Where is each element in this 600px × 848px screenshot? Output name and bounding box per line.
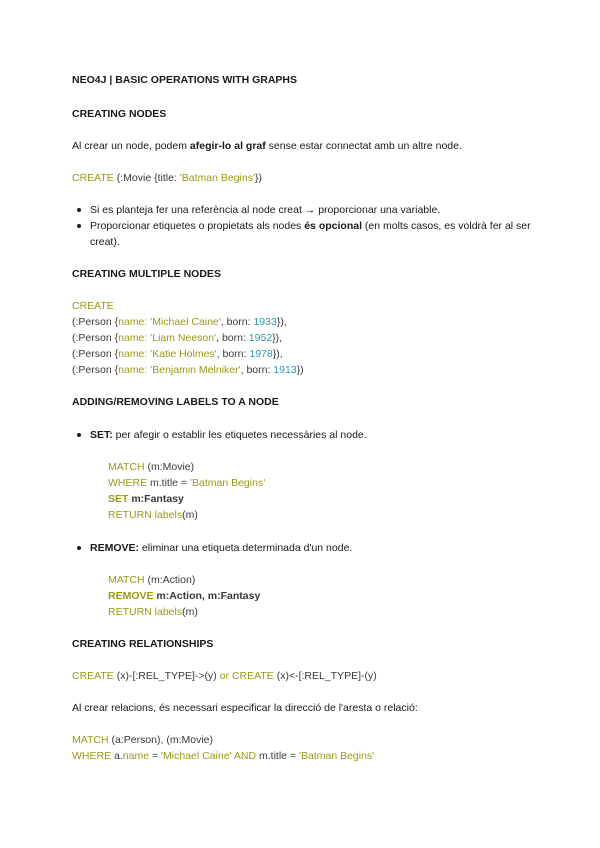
code-set-label xyxy=(72,459,540,523)
code-line: REMOVE m:Action, m:Fantasy xyxy=(108,590,261,602)
code-line: RETURN labels(m) xyxy=(108,606,198,618)
code-match-where xyxy=(72,732,540,764)
code-create-movie: CREATE (:Movie {title: 'Batman Begins'}) xyxy=(72,172,262,184)
code-line: WHERE a.name = 'Michael Caine' AND m.title = 'Batman Begins' xyxy=(72,750,375,762)
code-line: RETURN labels(m) xyxy=(108,509,198,521)
code-keyword: CREATE xyxy=(72,300,114,312)
code-line: (:Person {name: 'Liam Neeson', born: 1952}), xyxy=(72,332,283,344)
list-item: Si es planteja fer una referència al node creat → proporcionar una variable. xyxy=(72,202,540,218)
code-create-relationship: CREATE (x)-[:REL_TYPE]->(y) or CREATE (x)<-[:REL_TYPE]-(y) xyxy=(72,670,377,682)
code-line: SET m:Fantasy xyxy=(108,493,184,505)
heading-creating-nodes: CREATING NODES xyxy=(72,108,167,120)
heading-creating-multiple-nodes: CREATING MULTIPLE NODES xyxy=(72,268,221,280)
set-list xyxy=(72,427,540,443)
heading-labels: ADDING/REMOVING LABELS TO A NODE xyxy=(72,396,279,408)
code-line: MATCH (m:Movie) xyxy=(108,461,195,473)
code-line: (:Person {name: 'Benjamin Melniker', born: 1913}) xyxy=(72,364,304,376)
notes-list xyxy=(72,202,540,250)
code-create-persons xyxy=(72,298,540,378)
code-line: (:Person {name: 'Michael Caine', born: 1933}), xyxy=(72,316,287,328)
code-line: MATCH (m:Action) xyxy=(108,574,196,586)
paragraph-creating-nodes: Al crear un node, podem afegir-lo al graf sense estar connectat amb un altre node. xyxy=(72,140,462,152)
code-line: (:Person {name: 'Katie Holmes', born: 1978}), xyxy=(72,348,283,360)
remove-list xyxy=(72,540,540,556)
list-item: REMOVE: eliminar una etiqueta determinada d'un node. xyxy=(72,540,540,556)
document-title: NEO4J | BASIC OPERATIONS WITH GRAPHS xyxy=(72,74,298,86)
code-line: MATCH (a:Person), (m:Movie) xyxy=(72,734,213,746)
code-remove-label xyxy=(72,572,540,620)
code-line: WHERE m.title = 'Batman Begins' xyxy=(108,477,266,489)
heading-relationships: CREATING RELATIONSHIPS xyxy=(72,638,214,650)
list-item: SET: per afegir o establir les etiquetes necessàries al node. xyxy=(72,427,540,443)
list-item: Proporcionar etiquetes o propietats als nodes és opcional (en molts casos, es voldrà fer al ser creat). xyxy=(72,218,540,250)
paragraph-relationships: Al crear relacions, és necessari especificar la direcció de l'aresta o relació: xyxy=(72,702,418,714)
